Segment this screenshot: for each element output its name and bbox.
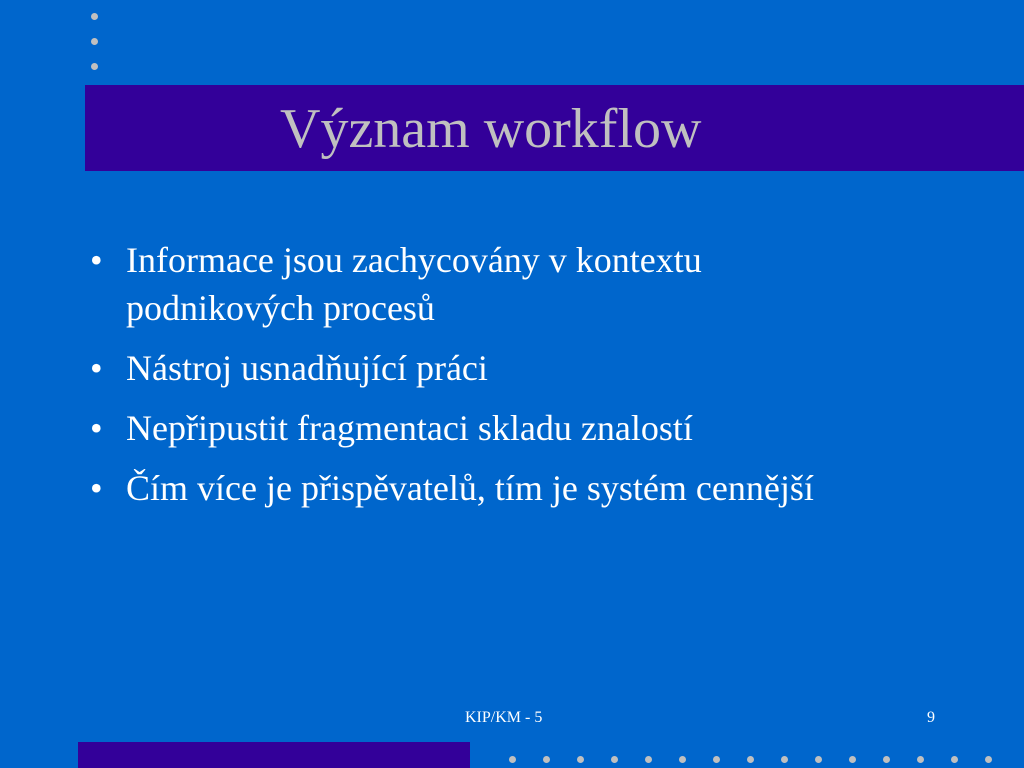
decorative-dot (611, 756, 618, 763)
decorative-dot (645, 756, 652, 763)
bullet-text: Čím více je přispěvatelů, tím je systém cennější (126, 468, 814, 508)
decorative-dot (747, 756, 754, 763)
decorative-dot (91, 63, 98, 70)
bullet-text: Nástroj usnadňující práci (126, 348, 488, 388)
decorative-dot (917, 756, 924, 763)
decorative-dot (985, 756, 992, 763)
bullet-item (86, 236, 886, 332)
decorative-dot (883, 756, 890, 763)
bullet-icon: • (90, 240, 103, 280)
page-number: 9 (927, 709, 935, 726)
footer-label: KIP/KM - 5 (465, 709, 543, 726)
decorative-dot (679, 756, 686, 763)
decorative-dot (781, 756, 788, 763)
decorative-dot (543, 756, 550, 763)
decorative-dot (91, 38, 98, 45)
decorative-dot (815, 756, 822, 763)
decorative-dot (509, 756, 516, 763)
bullet-text: Informace jsou zachycovány v kontextu podnikových procesů (126, 240, 702, 328)
bullet-item (86, 344, 886, 392)
bullet-icon: • (90, 468, 103, 508)
bullet-item (86, 404, 886, 452)
bullet-item (86, 464, 886, 512)
decorative-dot (577, 756, 584, 763)
bullet-icon: • (90, 348, 103, 388)
decorative-dot (951, 756, 958, 763)
slide-title: Význam workflow (280, 98, 702, 160)
decorative-dot (713, 756, 720, 763)
bullet-icon: • (90, 408, 103, 448)
bullet-text: Nepřipustit fragmentaci skladu znalostí (126, 408, 693, 448)
bullet-list (86, 236, 886, 524)
footer-bar (78, 742, 470, 768)
decorative-dot (91, 13, 98, 20)
decorative-dot (849, 756, 856, 763)
